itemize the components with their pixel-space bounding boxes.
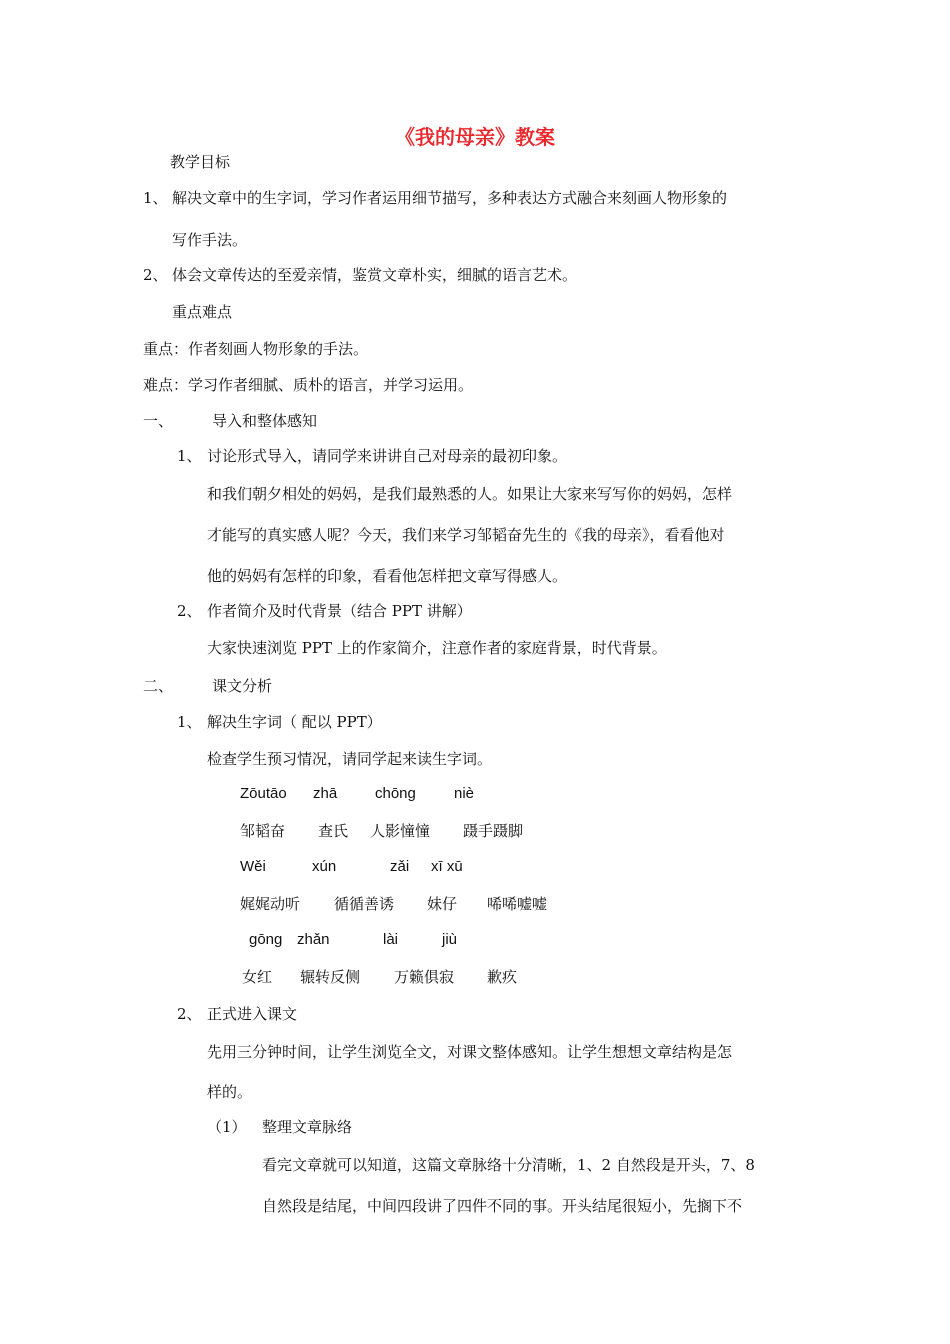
section-1-item-2-number: 2、 (177, 602, 202, 620)
pinyin-item: Zōutāo (240, 785, 287, 802)
pinyin-item: lài (383, 931, 399, 948)
section-2-item-1-title: 解决生字词（ 配以 PPT） (207, 713, 382, 731)
pinyin-item: zǎi (390, 858, 410, 875)
section-2-item-2-title: 正式进入课文 (207, 1005, 298, 1023)
section-2-item-1-para-line-1: 检查学生预习情况，请同学起来读生字词。 (207, 750, 493, 768)
vocab-item: 妹仔 (427, 895, 458, 913)
pinyin-item: zhǎn (297, 931, 330, 948)
vocab-item: 唏唏嘘嘘 (487, 895, 548, 913)
vocab-item: 歉疚 (487, 968, 518, 986)
objective-1-line-1: 解决文章中的生字词，学习作者运用细节描写，多种表达方式融合来刻画人物形象的 (172, 189, 728, 207)
section-1-item-1-para-line-3: 他的妈妈有怎样的印象，看看他怎样把文章写得感人。 (207, 567, 568, 585)
vocab-item: 人影憧憧 (370, 822, 431, 840)
section-1-item-1-para-line-2: 才能写的真实感人呢？今天，我们来学习邹韬奋先生的《我的母亲》，看看他对 (207, 526, 725, 544)
vocab-item: 女红 (242, 968, 273, 986)
subsection-1-para-line-1: 看完文章就可以知道，这篇文章脉络十分清晰，1、2 自然段是开头，7、8 (262, 1156, 755, 1174)
document-title: 《我的母亲》教案 (395, 125, 555, 149)
vocab-item: 万籁俱寂 (394, 968, 455, 986)
pinyin-item: Wěi (240, 858, 266, 875)
section-2-item-1-number: 1、 (177, 713, 202, 731)
subsection-1-title: 整理文章脉络 (262, 1118, 353, 1136)
pinyin-item: niè (454, 785, 475, 802)
objective-1-number: 1、 (143, 189, 168, 207)
section-1-title: 导入和整体感知 (212, 412, 318, 430)
section-2-item-2-para-line-2: 样的。 (207, 1083, 253, 1101)
vocab-item: 邹韬奋 (240, 822, 286, 840)
objectives-heading: 教学目标 (170, 153, 231, 171)
pinyin-item: chōng (375, 785, 416, 802)
pinyin-item: jiù (442, 931, 458, 948)
section-1-item-1-number: 1、 (177, 447, 202, 465)
key-points-heading: 重点难点 (172, 303, 233, 321)
pinyin-item: zhā (313, 785, 338, 802)
objective-1-line-2: 写作手法。 (172, 231, 248, 249)
vocab-item: 循循善诱 (334, 895, 395, 913)
pinyin-item: xī xū (431, 858, 463, 875)
section-2-number: 二、 (143, 677, 174, 695)
section-1-item-2-title: 作者简介及时代背景（结合 PPT 讲解） (207, 602, 472, 620)
objective-2-line-1: 体会文章传达的至爱亲情，鉴赏文章朴实，细腻的语言艺术。 (172, 266, 578, 284)
subsection-1-number: （1） (207, 1118, 247, 1136)
vocab-item: 辗转反侧 (300, 968, 361, 986)
difficult-point: 难点：学习作者细腻、质朴的语言，并学习运用。 (143, 376, 474, 394)
pinyin-item: xún (312, 858, 337, 875)
section-2-title: 课文分析 (212, 677, 273, 695)
vocab-item: 蹑手蹑脚 (463, 822, 524, 840)
section-1-item-1-para-line-1: 和我们朝夕相处的妈妈，是我们最熟悉的人。如果让大家来写写你的妈妈，怎样 (207, 485, 733, 503)
section-1-item-1-title: 讨论形式导入，请同学来讲讲自己对母亲的最初印象。 (207, 447, 568, 465)
objective-2-number: 2、 (143, 266, 168, 284)
vocab-item: 查氏 (318, 822, 349, 840)
section-1-item-2-para-line-1: 大家快速浏览 PPT 上的作家简介，注意作者的家庭背景，时代背景。 (207, 639, 667, 657)
subsection-1-para-line-2: 自然段是结尾，中间四段讲了四件不同的事。开头结尾很短小，先搁下不 (262, 1197, 743, 1215)
vocab-item: 娓娓动听 (240, 895, 301, 913)
key-point: 重点：作者刻画人物形象的手法。 (143, 340, 369, 358)
section-2-item-2-number: 2、 (177, 1005, 202, 1023)
section-1-number: 一、 (143, 412, 174, 430)
pinyin-item: gōng (249, 931, 283, 948)
section-2-item-2-para-line-1: 先用三分钟时间，让学生浏览全文，对课文整体感知。让学生想想文章结构是怎 (207, 1043, 733, 1061)
